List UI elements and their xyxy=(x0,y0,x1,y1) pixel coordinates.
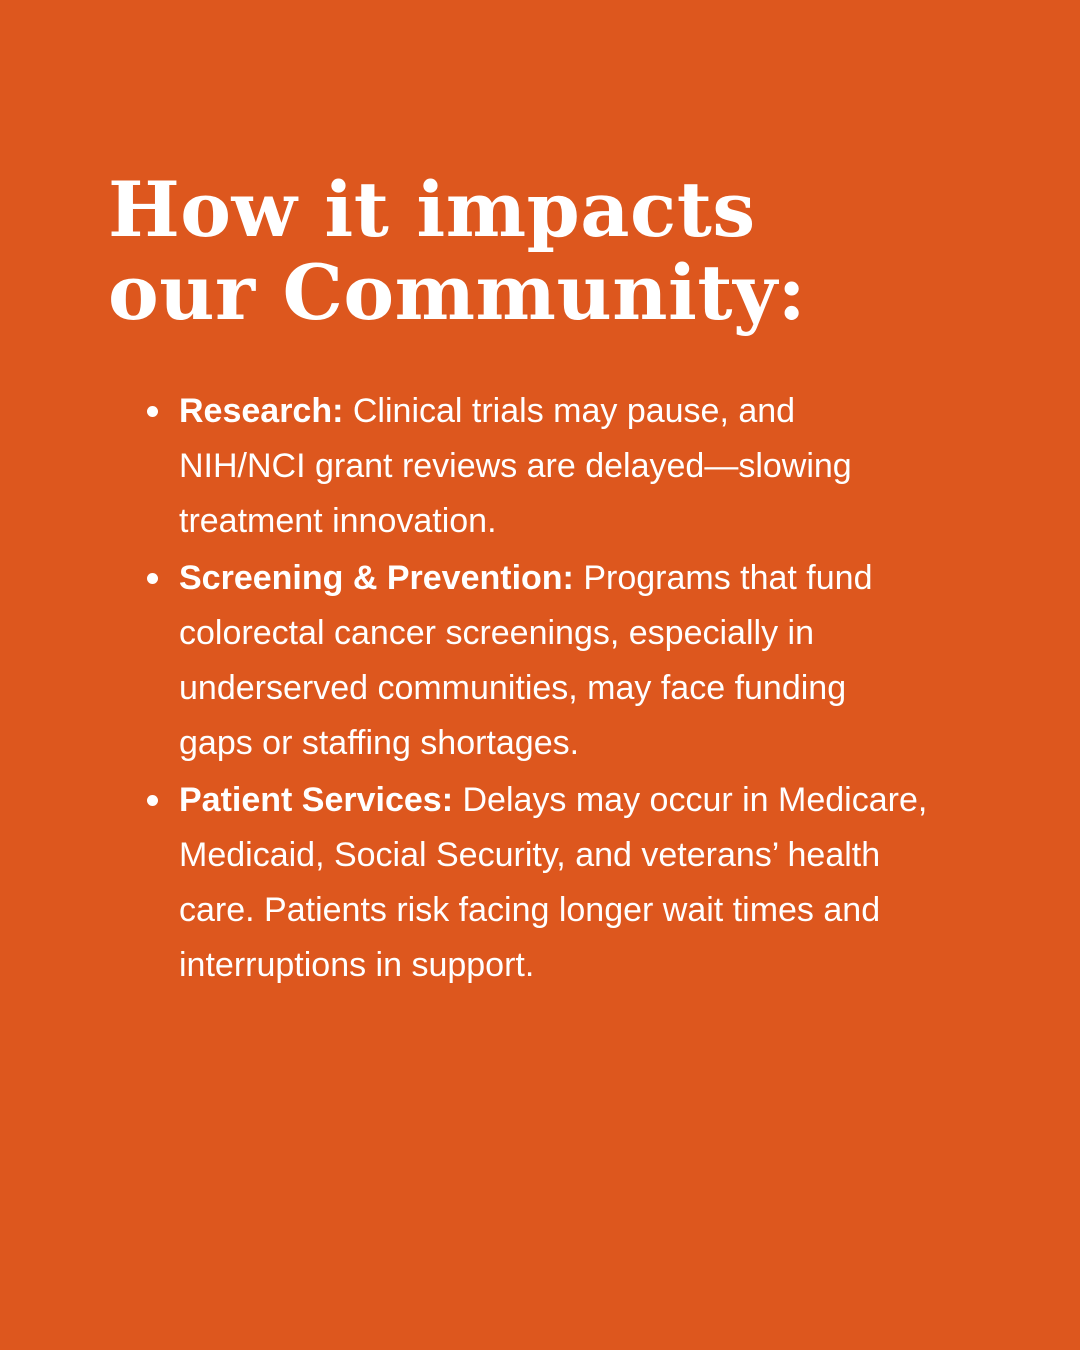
bullet-label: Research: xyxy=(179,392,344,430)
bullet-dot xyxy=(147,573,158,584)
list-item xyxy=(147,551,1080,771)
bullet-text: Clinical trials may pause, and NIH/NCI grant reviews are delayed—slowing treatment innovation. xyxy=(179,392,852,540)
impact-list xyxy=(0,384,1080,993)
list-item xyxy=(147,773,1080,993)
bullet-text: Delays may occur in Medicare, Medicaid, Social Security, and veterans’ health care. Patients risk facing longer wait times and interruptions in support. xyxy=(179,781,928,984)
list-item xyxy=(147,384,1080,549)
bullet-paragraph xyxy=(179,551,872,771)
bullet-paragraph xyxy=(179,773,927,993)
bullet-dot xyxy=(147,406,158,417)
bullet-label: Patient Services: xyxy=(179,781,454,819)
page-title-text: How it impacts our Community: xyxy=(108,165,807,337)
bullet-paragraph xyxy=(179,384,852,549)
bullet-text: Programs that fund colorectal cancer screenings, especially in underserved communities, may face funding gaps or staffing shortages. xyxy=(179,559,873,762)
bullet-dot xyxy=(147,795,158,806)
bullet-label: Screening & Prevention: xyxy=(179,559,574,597)
page-title xyxy=(0,0,1080,337)
